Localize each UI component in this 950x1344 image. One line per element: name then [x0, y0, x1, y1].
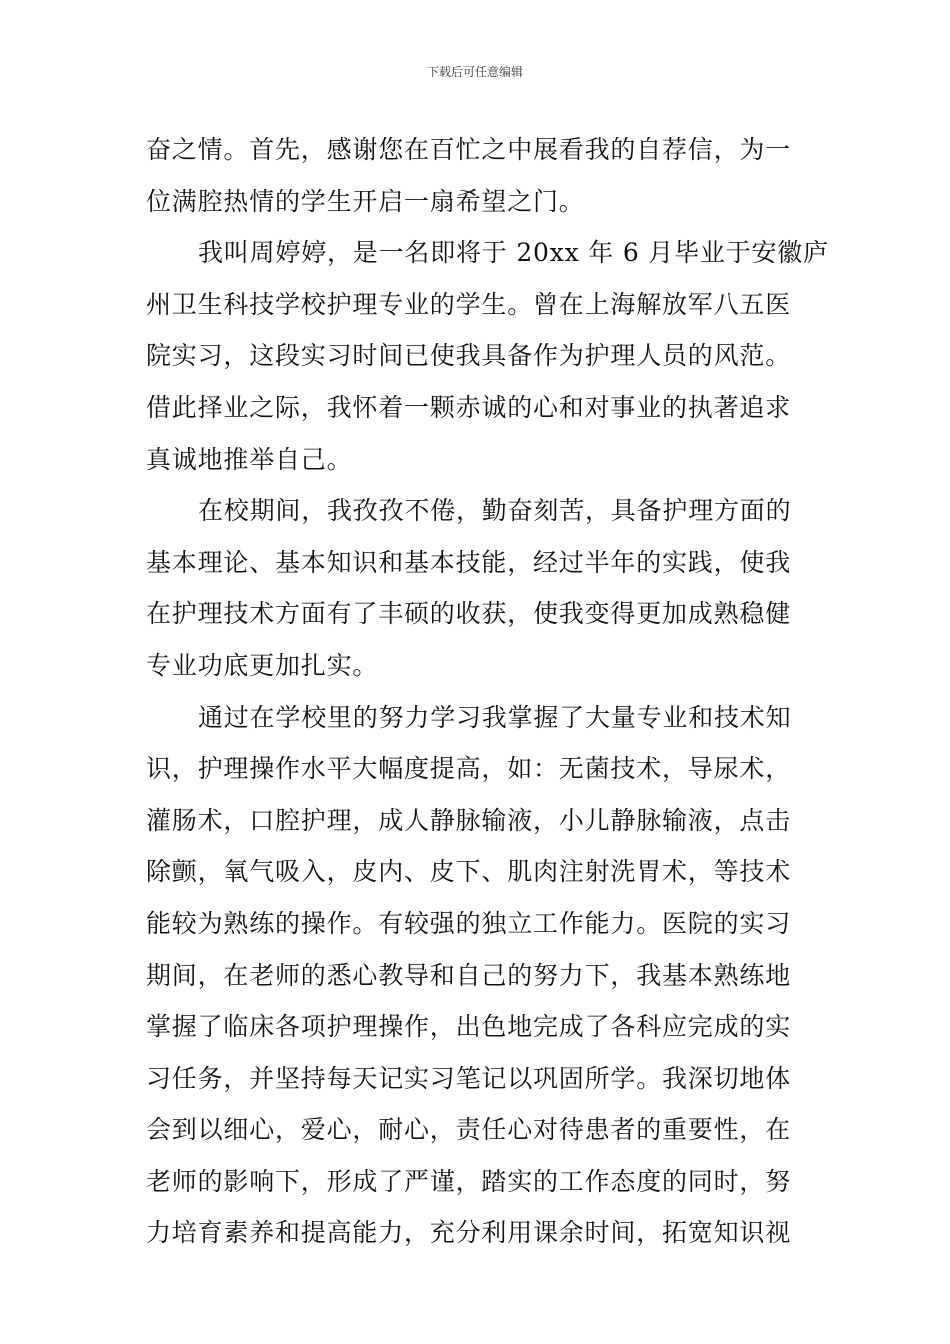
text-line: 我叫周婷婷，是一名即将于 20xx 年 6 月毕业于安徽庐: [198, 238, 829, 268]
text-line: 力培育素养和提高能力，充分利用课余时间，拓宽知识视: [146, 1218, 792, 1248]
text-line: 能较为熟练的操作。有较强的独立工作能力。医院的实习: [146, 908, 792, 938]
text-line: 会到以细心，爱心，耐心，责任心对待患者的重要性，在: [146, 1115, 792, 1145]
text-line: 期间，在老师的悉心教导和自己的努力下，我基本熟练地: [146, 960, 792, 990]
text-line: 老师的影响下，形成了严谨，踏实的工作态度的同时，努: [146, 1166, 792, 1196]
page-header-note: 下载后可任意编辑: [426, 65, 523, 79]
text-line: 奋之情。首先，感谢您在百忙之中展看我的自荐信，为一: [146, 135, 792, 164]
text-line: 在护理技术方面有了丰硕的收获，使我变得更加成熟稳健: [146, 599, 792, 629]
text-line: 借此择业之际，我怀着一颗赤诚的心和对事业的执著追求: [146, 392, 792, 422]
text-line: 院实习，这段实习时间已使我具备作为护理人员的风范。: [146, 341, 792, 371]
text-line: 真诚地推举自己。: [146, 444, 353, 474]
text-line: 识，护理操作水平大幅度提高，如：无菌技术，导尿术，: [146, 754, 792, 784]
letter-body: [146, 124, 829, 1259]
text-line: 位满腔热情的学生开启一扇希望之门。: [146, 186, 585, 216]
text-line: 通过在学校里的努力学习我掌握了大量专业和技术知: [198, 702, 792, 732]
text-line: 专业功底更加扎实。: [146, 650, 379, 680]
text-line: 掌握了临床各项护理操作，出色地完成了各科应完成的实: [146, 1012, 792, 1042]
text-line: 习任务，并坚持每天记实习笔记以巩固所学。我深切地体: [146, 1063, 792, 1093]
text-line: 灌肠术，口腔护理，成人静脉输液，小儿静脉输液，点击: [146, 805, 792, 835]
text-line: 州卫生科技学校护理专业的学生。曾在上海解放军八五医: [146, 289, 792, 319]
text-line: 除颤，氧气吸入，皮内、皮下、肌肉注射洗胃术，等技术: [146, 857, 792, 887]
text-line: 基本理论、基本知识和基本技能，经过半年的实践，使我: [146, 547, 792, 577]
text-line: 在校期间，我孜孜不倦，勤奋刻苦，具备护理方面的: [198, 496, 792, 526]
